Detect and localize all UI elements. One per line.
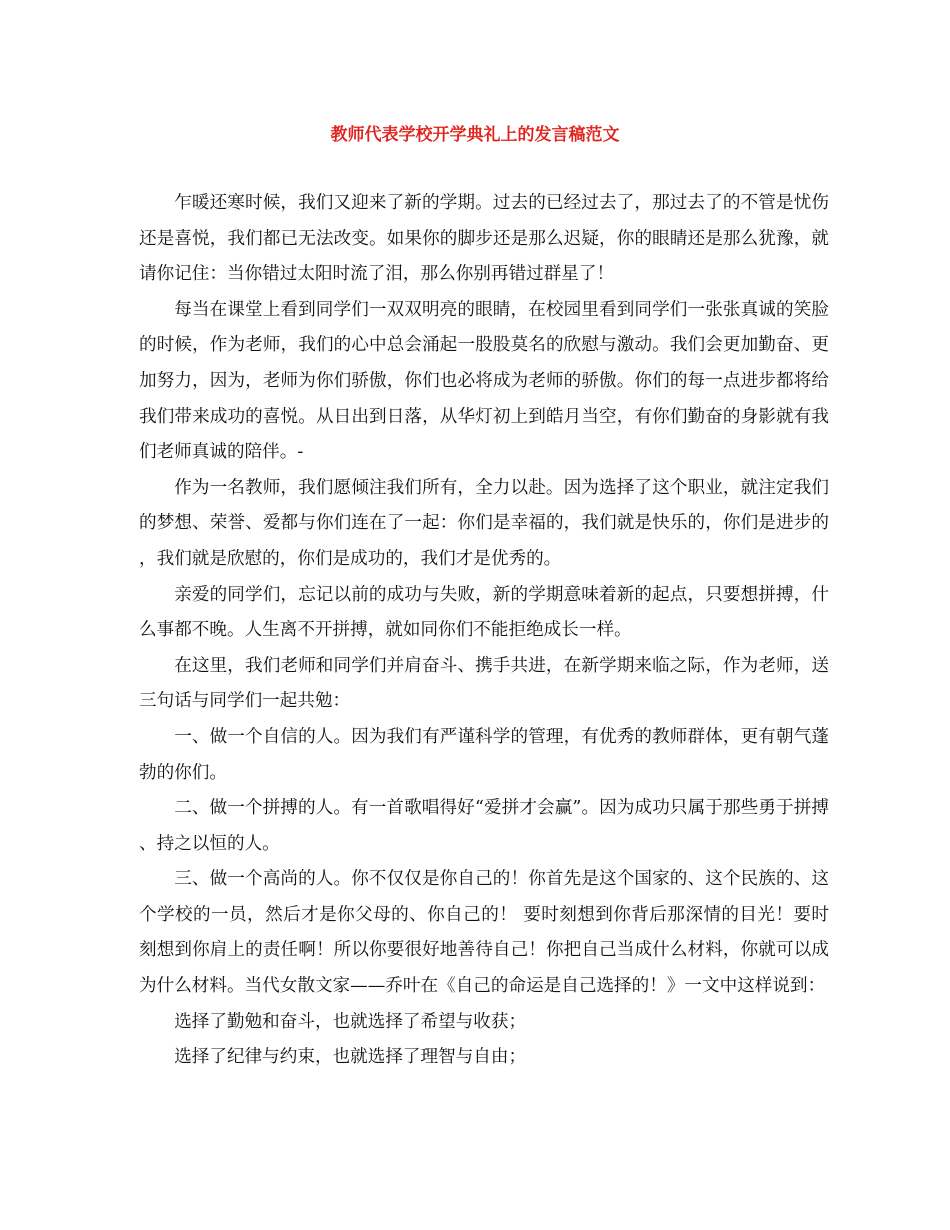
paragraph: 作为一名教师，我们愿倾注我们所有，全力以赴。因为选择了这个职业，就注定我们的梦想、荣誉、爱都与你们连在了一起：你们是幸福的，我们就是快乐的，你们是进步的，我们就是欣慰的，你们是成功的，我们才是优秀的。: [139, 477, 829, 569]
paragraph: 每当在课堂上看到同学们一双双明亮的眼睛，在校园里看到同学们一张张真诚的笑脸的时候，作为老师，我们的心中总会涌起一股股莫名的欣慰与激动。我们会更加勤奋、更加努力，因为，老师为你们骄傲，你们也必将成为老师的骄傲。你们的每一点进步都将给我们带来成功的喜悦。从日出到日落，从华灯初上到皓月当空，有你们勤奋的身影就有我们老师真诚的陪伴。-: [139, 299, 829, 463]
paragraph: 在这里，我们老师和同学们并肩奋斗、携手共进，在新学期来临之际，作为老师，送三句话与同学们一起共勉：: [139, 655, 829, 712]
document-body: [139, 186, 829, 1076]
paragraph: 亲爱的同学们，忘记以前的成功与失败，新的学期意味着新的起点，只要想拼搏，什么事都不晚。人生离不开拼搏，就如同你们不能拒绝成长一样。: [139, 584, 829, 641]
paragraph: 乍暖还寒时候，我们又迎来了新的学期。过去的已经过去了，那过去了的不管是忧伤还是喜悦，我们都已无法改变。如果你的脚步还是那么迟疑，你的眼睛还是那么犹豫，就请你记住：当你错过太阳时流了泪，那么你别再错过群星了！: [139, 193, 829, 285]
paragraph: 选择了纪律与约束，也就选择了理智与自由；: [174, 1047, 527, 1068]
paragraph: 二、做一个拼搏的人。有一首歌唱得好“爱拼才会赢”。因为成功只属于那些勇于拼搏、持之以恒的人。: [139, 798, 829, 854]
paragraph: 三、做一个高尚的人。你不仅仅是你自己的！你首先是这个国家的、这个民族的、这个学校的一员，然后才是你父母的、你自己的！ 要时刻想到你背后那深情的目光！要时刻想到你肩上的责任啊！所以你要很好地善待自己！你把自己当成什么材料，你就可以成为什么材料。当代女散文家——乔叶在《自己的命运是自己选择的！》一文中这样说到：: [139, 869, 829, 997]
paragraph: 一、做一个自信的人。因为我们有严谨科学的管理，有优秀的教师群体，更有朝气蓬勃的你们。: [139, 726, 829, 783]
document-title: 教师代表学校开学典礼上的发言稿范文: [330, 125, 620, 145]
paragraph: 选择了勤勉和奋斗，也就选择了希望与收获；: [174, 1011, 527, 1032]
